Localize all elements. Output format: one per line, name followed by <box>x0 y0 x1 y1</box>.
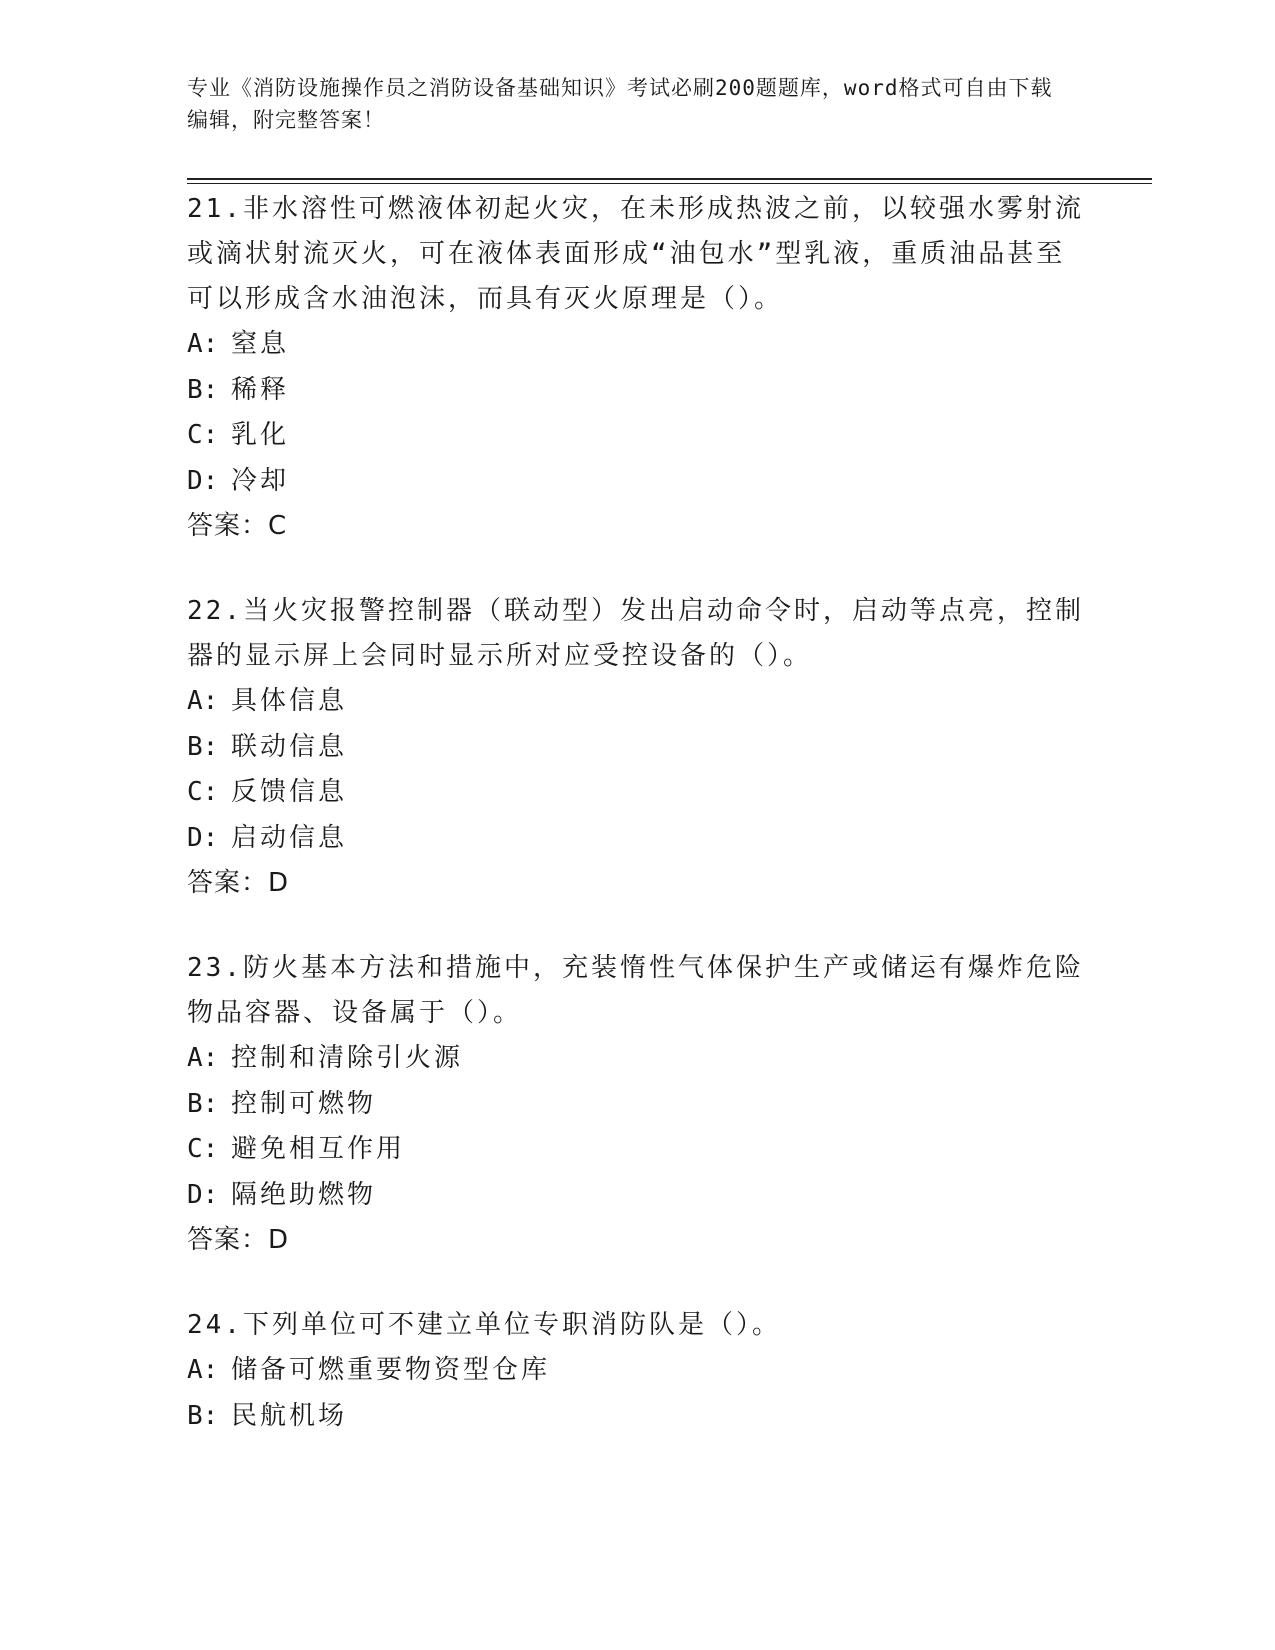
option-text: 冷却 <box>231 465 290 496</box>
question-list <box>187 187 1087 1479</box>
option-text: 控制和清除引火源 <box>231 1043 464 1073</box>
question-stem: 24.下列单位可不建立单位专职消防队是（）。 <box>187 1310 781 1340</box>
option-c <box>187 413 1087 459</box>
option-text: 控制可燃物 <box>231 1088 377 1119</box>
option-key: B: <box>187 1400 219 1431</box>
header-divider-thin <box>187 183 1152 184</box>
header-divider-thick <box>187 178 1152 180</box>
option-key: A: <box>187 329 219 359</box>
option-key: A: <box>187 686 219 716</box>
option-key: C: <box>187 1134 219 1164</box>
option-b <box>187 368 1087 414</box>
question-stem: 21.非水溶性可燃液体初起火灾，在未形成热波之前，以较强水雾射流或滴状射流灭火，可在液体表面形成“油包水”型乳液，重质油品甚至可以形成含水油泡沫，而具有灭火原理是（）。 <box>187 194 1084 314</box>
option-key: A: <box>187 1355 219 1385</box>
option-key: D: <box>187 1179 219 1210</box>
question-23 <box>187 946 1087 1263</box>
question-stem: 23.防火基本方法和措施中，充装惰性气体保护生产或储运有爆炸危险物品容器、设备属于（）。 <box>187 953 1084 1028</box>
option-text: 储备可燃重要物资型仓库 <box>231 1355 551 1385</box>
option-text: 联动信息 <box>231 731 348 762</box>
option-c <box>187 770 1087 816</box>
option-a <box>187 679 1087 725</box>
option-b <box>187 1394 1087 1440</box>
option-a <box>187 1348 1087 1394</box>
option-text: 窒息 <box>231 329 290 359</box>
option-key: B: <box>187 1088 219 1119</box>
option-text: 启动信息 <box>231 822 348 853</box>
option-text: 具体信息 <box>231 686 348 716</box>
option-d <box>187 459 1087 505</box>
option-key: D: <box>187 465 219 496</box>
answer-line: 答案：C <box>187 511 288 541</box>
option-key: D: <box>187 822 219 853</box>
option-d <box>187 816 1087 862</box>
option-text: 避免相互作用 <box>231 1134 406 1164</box>
option-a <box>187 1036 1087 1082</box>
option-text: 稀释 <box>231 374 290 405</box>
option-key: B: <box>187 374 219 405</box>
question-22 <box>187 589 1087 906</box>
option-key: A: <box>187 1043 219 1073</box>
question-stem: 22.当火灾报警控制器（联动型）发出启动命令时，启动等点亮，控制器的显示屏上会同时显示所对应受控设备的（）。 <box>187 596 1084 671</box>
option-text: 民航机场 <box>231 1400 348 1431</box>
document-header: 专业《消防设施操作员之消防设备基础知识》考试必刷200题题库，word格式可自由下载编辑，附完整答案！ <box>187 76 1053 132</box>
question-24 <box>187 1303 1087 1439</box>
option-a <box>187 322 1087 368</box>
option-d <box>187 1173 1087 1219</box>
option-key: C: <box>187 420 219 450</box>
answer-line: 答案：D <box>187 868 290 898</box>
option-b <box>187 1082 1087 1128</box>
option-c <box>187 1127 1087 1173</box>
option-key: B: <box>187 731 219 762</box>
option-key: C: <box>187 777 219 807</box>
option-b <box>187 725 1087 771</box>
answer-line: 答案：D <box>187 1225 290 1255</box>
question-21 <box>187 187 1087 549</box>
option-text: 隔绝助燃物 <box>231 1179 377 1210</box>
option-text: 反馈信息 <box>231 777 348 807</box>
option-text: 乳化 <box>231 420 290 450</box>
